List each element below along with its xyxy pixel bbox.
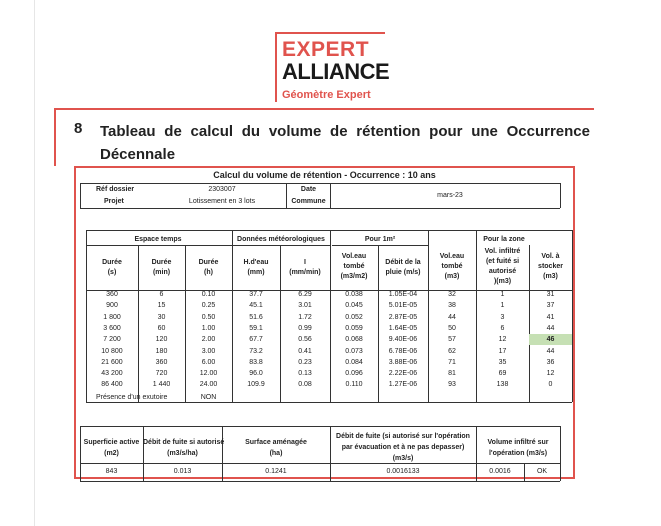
header-voleau-m3-l2: tombé (441, 263, 463, 270)
cell-i: 0.13 (298, 370, 312, 378)
commune-label: Commune (291, 198, 326, 205)
cell-vol-infiltre: 138 (496, 381, 509, 389)
header-duree-h (185, 258, 232, 278)
cell-duree-min: 15 (157, 302, 166, 310)
cell-duree-s: 43 200 (101, 370, 123, 378)
summary-v6 (560, 426, 561, 481)
cell-duree-min: 720 (155, 370, 168, 378)
group-espace-temps: Espace temps (134, 236, 182, 243)
date-value: mars-23 (437, 192, 463, 199)
header-vol-stocker-l2: stocker (538, 263, 563, 270)
cell-vol-stocker: 12 (546, 370, 555, 378)
summary-header-debit-operation (330, 431, 476, 464)
cell-vol-infiltre: 12 (498, 336, 507, 344)
cell-duree-s: 360 (106, 291, 118, 298)
cell-i: 0.56 (298, 336, 312, 344)
cell-vol-stocker: 0 (548, 381, 553, 389)
cell-i: 1.72 (298, 313, 312, 321)
header-voleau-m3-l1: Vol.eau (439, 253, 465, 260)
date-label: Date (300, 186, 317, 193)
cell-hdeau: 73.2 (249, 347, 263, 355)
cell-voleau-m2: 0.052 (345, 313, 363, 321)
cell-duree-h: 3.00 (201, 347, 216, 355)
cell-duree-s: 7 200 (103, 336, 121, 344)
header-duree-min-l1: Durée (151, 259, 172, 266)
header-vol-stocker (529, 252, 572, 282)
grid-group-line-1 (86, 245, 232, 246)
cell-voleau-m3: 44 (448, 313, 456, 321)
header-vol-infiltre-l2: (et fuité si (485, 258, 520, 265)
header-duree-min-l2: (min) (152, 269, 171, 276)
cell-i: 3.01 (298, 302, 312, 310)
header-hdeau (232, 258, 280, 278)
summary-value-superficie: 843 (105, 468, 118, 475)
cell-duree-min: 120 (155, 336, 168, 344)
summary-superficie-l1: Superficie active (83, 439, 140, 446)
section-bar-left (54, 108, 56, 166)
header-voleau-m2-l3: (m3/m2) (340, 273, 368, 280)
cell-vol-infiltre: 69 (498, 370, 507, 378)
section-title: Tableau de calcul du volume de rétention pour une Occurrence Décennale (100, 123, 590, 163)
header-duree-s-l2: (s) (107, 269, 117, 276)
cell-vol-stocker: 36 (546, 358, 555, 366)
cell-voleau-m3: 57 (448, 336, 456, 344)
cell-duree-min: 30 (157, 313, 166, 321)
logo-expert: EXPERT (282, 38, 370, 61)
summary-value-surface: 0.1241 (265, 468, 287, 475)
summary-header-surface (222, 437, 330, 459)
summary-debit-fuite-l1: Débit de fuite si autorisé (143, 439, 225, 446)
header-vol-infiltre-l4: )(m3) (493, 278, 512, 285)
summary-header-bottom (80, 463, 560, 464)
cell-duree-s: 10 800 (101, 347, 123, 355)
cell-i: 0.23 (298, 358, 312, 366)
summary-debit-operation-l1: Débit de fuite (si autorisé sur l'opération (336, 433, 470, 440)
section-number: 8 (74, 120, 83, 137)
cell-debit-pluie: 3.88E-06 (388, 358, 418, 366)
cell-vol-stocker: 37 (546, 302, 555, 310)
grid-group-line-2 (232, 245, 330, 246)
cell-i: 0.99 (298, 324, 312, 332)
summary-header-volume-infiltre (476, 437, 560, 459)
header-hdeau-l2: (mm) (247, 269, 265, 276)
summary-volume-infiltre-l1: Volume infiltré sur (487, 439, 549, 446)
summary-debit-operation-l2: par évacuation et à ne pas depasser) (341, 444, 465, 451)
summary-surface-l2: (ha) (269, 450, 283, 457)
cell-debit-pluie: 1.27E-06 (388, 381, 418, 389)
cell-vol-infiltre: 6 (500, 324, 505, 332)
summary-value-volume-infiltre: 0.0016 (489, 468, 511, 475)
page-edge (34, 0, 35, 526)
info-top-line (80, 183, 560, 184)
cell-voleau-m2: 0.084 (345, 358, 363, 366)
cell-duree-h: 1.00 (201, 324, 216, 332)
header-voleau-m2 (330, 252, 378, 282)
cell-voleau-m2: 0.110 (345, 381, 363, 389)
header-vol-infiltre-l3: autorisé (488, 268, 517, 275)
projet-label: Projet (104, 198, 124, 205)
cell-vol-stocker: 41 (546, 313, 555, 321)
group-donnees: Données météorologiques (237, 236, 325, 243)
cell-duree-s: 21 600 (101, 358, 123, 366)
ref-dossier-label: Réf dossier (96, 186, 135, 193)
cell-duree-h: 24.00 (199, 381, 218, 389)
header-debit-pluie (378, 258, 428, 278)
header-voleau-m2-l1: Vol.eau (341, 253, 367, 260)
cell-i: 0.41 (298, 347, 312, 355)
cell-debit-pluie: 1.64E-05 (388, 324, 418, 332)
header-debit-pluie-l2: pluie (m/s) (385, 269, 421, 276)
cell-duree-h: 12.00 (199, 370, 218, 378)
info-bottom-line (80, 208, 560, 209)
cell-duree-s: 86 400 (101, 381, 123, 389)
summary-value-status: OK (536, 468, 548, 475)
summary-top (80, 426, 560, 427)
info-right-line (560, 183, 561, 208)
header-voleau-m3 (428, 252, 476, 282)
summary-debit-operation-l3: (m3/s) (392, 455, 414, 462)
header-duree-h-l1: Durée (198, 259, 219, 266)
cell-voleau-m2: 0.045 (345, 302, 363, 310)
cell-vol-stocker: 31 (546, 291, 555, 298)
cell-vol-infiltre: 35 (498, 358, 507, 366)
header-duree-h-l2: (h) (204, 269, 213, 276)
summary-surface-l1: Surface aménagée (245, 439, 307, 446)
grid-table-bottom (86, 402, 572, 403)
cell-duree-h: 6.00 (201, 358, 216, 366)
header-i-l1: I (304, 259, 306, 266)
cell-duree-s: 3 600 (103, 324, 121, 332)
cell-hdeau: 109.9 (247, 381, 265, 389)
cell-vol-infiltre: 1 (500, 291, 505, 298)
cell-voleau-m2: 0.059 (345, 324, 363, 332)
cell-voleau-m3: 32 (448, 291, 456, 298)
cell-duree-min: 60 (157, 324, 166, 332)
cell-duree-h: 0.25 (201, 302, 216, 310)
header-debit-pluie-l1: Débit de la (385, 259, 421, 266)
logo-frame-left (275, 32, 277, 102)
header-duree-min (138, 258, 185, 278)
cell-hdeau: 83.8 (249, 358, 263, 366)
cell-hdeau: 37.7 (249, 291, 263, 298)
header-i-l2: (mm/min) (289, 269, 321, 276)
exutoire-value: NON (200, 394, 217, 401)
projet-value: Lotissement en 3 lots (188, 198, 256, 205)
group-pour-1m2: Pour 1m² (364, 236, 396, 243)
cell-voleau-m2: 0.073 (345, 347, 363, 355)
cell-duree-h: 0.50 (201, 313, 216, 321)
logo-alliance: ALLIANCE (282, 59, 390, 84)
header-voleau-m3-l3: (m3) (444, 273, 460, 280)
cell-debit-pluie: 2.87E-05 (388, 313, 418, 321)
summary-header-superficie (80, 437, 143, 459)
calc-title: Calcul du volume de rétention - Occurrence : 10 ans (213, 170, 436, 180)
grid-top (86, 230, 572, 231)
header-vol-infiltre (476, 247, 529, 287)
section-heading (54, 108, 594, 166)
expert-alliance-logo (275, 32, 390, 104)
group-pour-zone: Pour la zone (483, 236, 525, 243)
cell-debit-pluie: 9.40E-06 (388, 336, 418, 344)
header-i (280, 258, 330, 278)
header-duree-s (86, 258, 138, 278)
header-vol-infiltre-l1: Vol. infiltré (484, 248, 521, 255)
cell-debit-pluie: 1.05E-04 (388, 291, 418, 298)
cell-hdeau: 96.0 (249, 370, 263, 378)
cell-debit-pluie: 2.22E-06 (388, 370, 418, 378)
cell-voleau-m2: 0.038 (345, 291, 363, 298)
ref-dossier-value: 2303007 (208, 186, 236, 193)
summary-bottom (80, 481, 560, 482)
cell-debit-pluie: 5.01E-05 (388, 302, 418, 310)
cell-duree-s: 900 (106, 302, 118, 310)
header-voleau-m2-l2: tombé (343, 263, 365, 270)
cell-vol-infiltre: 17 (498, 347, 507, 355)
grid-group-line-3 (332, 245, 428, 246)
cell-voleau-m2: 0.068 (345, 336, 363, 344)
cell-duree-min: 180 (155, 347, 168, 355)
cell-i: 6.29 (298, 291, 312, 298)
header-vol-stocker-l1: Vol. à (541, 253, 560, 260)
cell-vol-infiltre: 1 (500, 302, 505, 310)
cell-voleau-m2: 0.096 (345, 370, 363, 378)
cell-hdeau: 51.6 (249, 313, 263, 321)
cell-voleau-m3: 93 (448, 381, 456, 389)
summary-debit-fuite-l2: (m3/s/ha) (167, 450, 198, 457)
cell-vol-stocker: 46 (546, 336, 555, 344)
cell-vol-infiltre: 3 (500, 313, 505, 321)
info-mid-line-2 (330, 183, 331, 208)
cell-duree-min: 1 440 (152, 381, 171, 389)
summary-value-debit-fuite: 0.013 (173, 468, 192, 475)
cell-duree-h: 0.10 (201, 291, 216, 298)
cell-voleau-m3: 81 (448, 370, 456, 378)
cell-duree-min: 360 (155, 358, 168, 366)
summary-value-debit-operation: 0.0016133 (386, 468, 420, 475)
cell-voleau-m3: 71 (448, 358, 456, 366)
cell-voleau-m3: 50 (448, 324, 456, 332)
cell-hdeau: 59.1 (249, 324, 263, 332)
exutoire-label: Présence d'un exutoire (96, 394, 168, 401)
cell-duree-min: 6 (159, 291, 164, 298)
cell-voleau-m3: 62 (448, 347, 456, 355)
summary-volume-infiltre-l2: l'opération (m3/s) (488, 450, 548, 457)
calc-box (74, 166, 575, 479)
cell-i: 0.08 (298, 381, 312, 389)
cell-hdeau: 45.1 (249, 302, 263, 310)
cell-duree-h: 2.00 (201, 336, 216, 344)
cell-voleau-m3: 38 (448, 302, 456, 310)
logo-geometre: Géomètre Expert (282, 89, 371, 101)
cell-duree-s: 1 800 (103, 313, 121, 321)
cell-vol-stocker: 44 (546, 324, 555, 332)
cell-debit-pluie: 6.78E-06 (388, 347, 418, 355)
header-hdeau-l1: H.d'eau (243, 259, 269, 266)
cell-vol-stocker: 44 (546, 347, 555, 355)
header-vol-stocker-l3: (m3) (543, 273, 558, 280)
header-duree-s-l1: Durée (102, 259, 122, 266)
info-left-line (80, 183, 81, 208)
summary-header-debit-fuite (143, 437, 225, 459)
cell-hdeau: 67.7 (249, 336, 263, 344)
summary-superficie-l2: (m2) (104, 450, 119, 457)
section-bar-top (54, 108, 594, 110)
grid-v10 (572, 230, 573, 402)
